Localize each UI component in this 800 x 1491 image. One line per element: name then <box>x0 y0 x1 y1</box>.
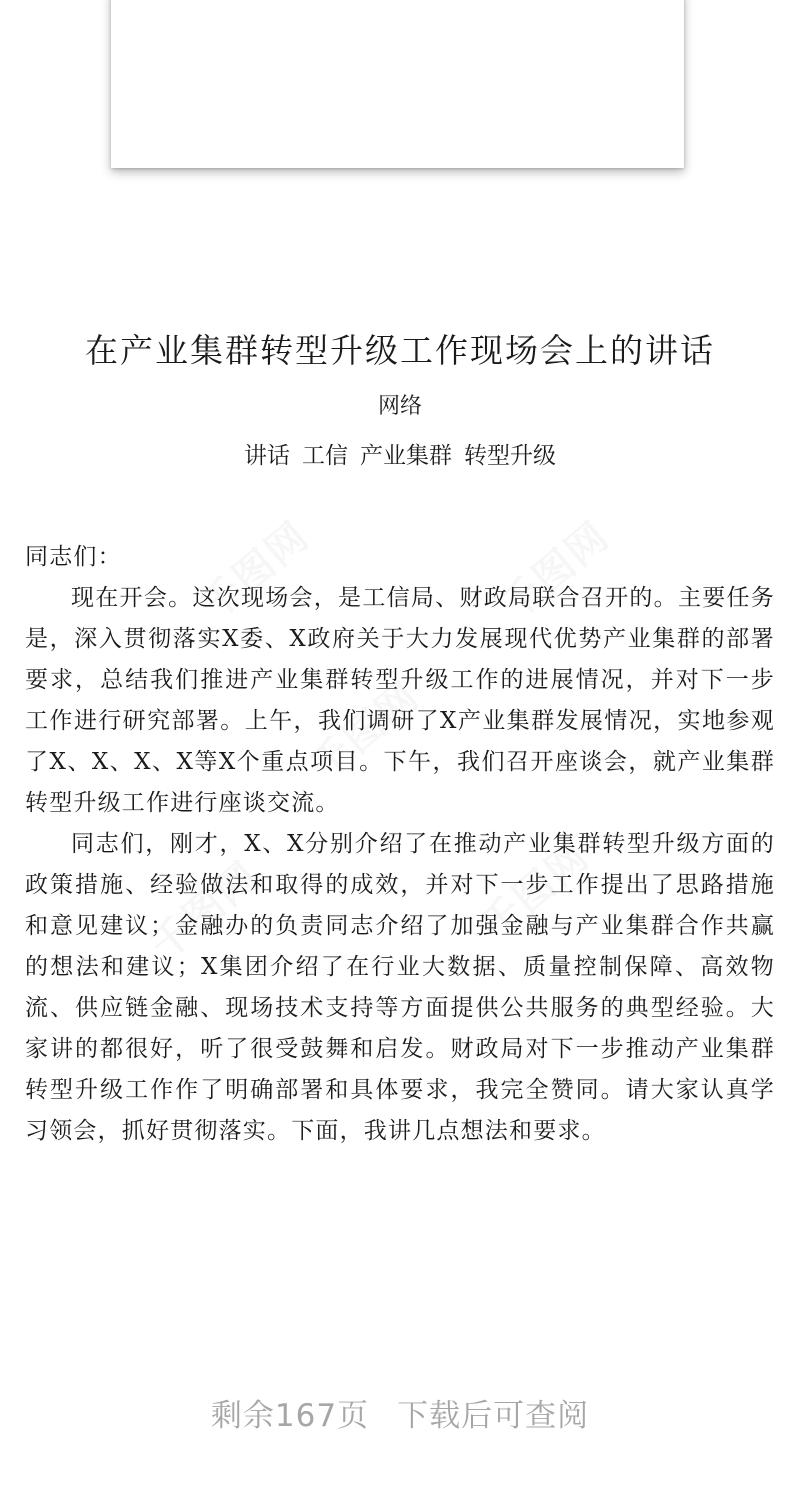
paragraph: 同志们，刚才，X、X分别介绍了在推动产业集群转型升级方面的政策措施、经验做法和取得的成效，并对下一步工作提出了思路措施和意见建议；金融办的负责同志介绍了加强金融与产业集群合作共赢的想法和建议；X集团介绍了在行业大数据、质量控制保障、高效物流、供应链金融、现场技术支持等方面提供公共服务的典型经验。大家讲的都很好，听了很受鼓舞和启发。财政局对下一步推动产业集群转型升级工作作了明确部署和具体要求，我完全赞同。请大家认真学习领会，抓好贯彻落实。下面，我讲几点想法和要求。 <box>25 831 775 1144</box>
document-author: 网络 <box>377 394 422 419</box>
document-tags <box>0 440 800 472</box>
download-hint-label: 下载后可查阅 <box>397 1398 590 1434</box>
tag: 讲话 <box>244 443 290 469</box>
remaining-pages-label: 剩余167页 <box>210 1398 370 1434</box>
document-body <box>25 537 775 1152</box>
tag: 产业集群 <box>360 443 452 469</box>
download-prompt[interactable] <box>0 1390 800 1435</box>
document-title: 在产业集群转型升级工作现场会上的讲话 <box>85 331 715 370</box>
tag: 转型升级 <box>464 443 556 469</box>
paragraph: 现在开会。这次现场会，是工信局、财政局联合召开的。主要任务是，深入贯彻落实X委、X政府关于大力发展现代优势产业集群的部署要求，总结我们推进产业集群转型升级工作的进展情况，并对下一步工作进行研究部署。上午，我们调研了X产业集群发展情况，实地参观了X、X、X、X等X个重点项目。下午，我们召开座谈会，就产业集群转型升级工作进行座谈交流。 <box>25 585 775 816</box>
previous-page-preview <box>111 0 684 168</box>
salutation: 同志们： <box>25 544 122 570</box>
tag: 工信 <box>302 443 348 469</box>
